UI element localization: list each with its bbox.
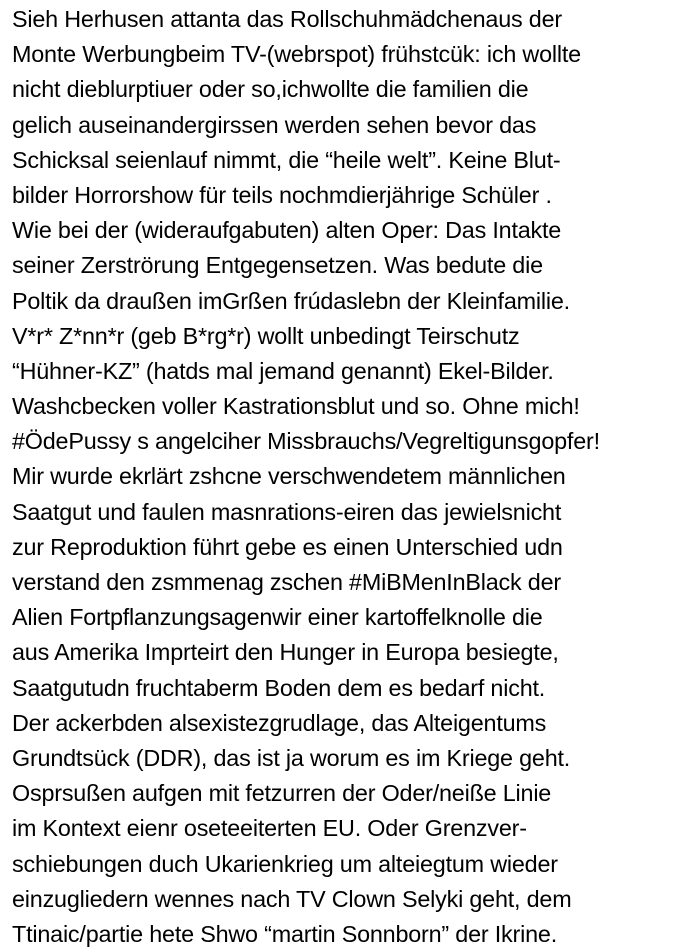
- text-line: Poltik da draußen imGrßen frúdaslebn der Kleinfamilie.: [12, 287, 570, 314]
- text-line: Wie bei der (wideraufgabuten) alten Oper: Das Intakte: [12, 217, 562, 244]
- text-line: Der ackerbden alsexistezgrudlage, das Alteigentums: [12, 709, 547, 736]
- text-line: aus Amerika Imprteirt den Hunger in Europa besiegte,: [12, 639, 559, 666]
- text-line: Grundtsück (DDR), das ist ja worum es im Kriege geht.: [12, 744, 571, 771]
- text-line: bilder Horrorshow für teils nochmdierjährige Schüler .: [12, 181, 552, 208]
- text-line: “Hühner-KZ” (hatds mal jemand genannt) Ekel-Bilder.: [12, 357, 554, 384]
- text-line: seiner Zerströrung Entgegensetzen. Was bedute die: [12, 252, 543, 279]
- text-line: Saatgut und faulen masnrations-eiren das jewielsnicht: [12, 498, 562, 525]
- text-line: nicht dieblurptiuer oder so,ichwollte die familien die: [12, 76, 529, 103]
- text-line: Ttinaic/partie hete Shwo “martin Sonnborn” der Ikrine.: [12, 920, 557, 947]
- text-line: im Kontext eienr oseteeiterten EU. Oder Grenzver-: [12, 815, 527, 842]
- text-line: schiebungen duch Ukarienkrieg um alteiegtum wieder: [12, 850, 558, 877]
- text-line: Mir wurde ekrlärt zshcne verschwendetem männlichen: [12, 463, 566, 490]
- text-line: Osprsußen aufgen mit fetzurren der Oder/neiße Linie: [12, 780, 552, 807]
- text-line: einzugliedern wennes nach TV Clown Selyki geht, dem: [12, 885, 572, 912]
- text-line: Schicksal seienlauf nimmt, die “heile welt”. Keine Blut-: [12, 146, 561, 173]
- text-line: Sieh Herhusen attanta das Rollschuhmädchenaus der: [12, 6, 562, 32]
- text-line: zur Reproduktion führt gebe es einen Unterschied udn: [12, 533, 563, 560]
- text-line: Alien Fortpflanzungsagenwir einer kartoffelknolle die: [12, 604, 543, 631]
- text-line: Washcbecken voller Kastrationsblut und so. Ohne mich!: [12, 393, 580, 420]
- text-line: Monte Werbungbeim TV-(webrspot) frühstcük: ich wollte: [12, 41, 581, 68]
- text-line: verstand den zsmmenag zschen #MiBMenInBlack der: [12, 569, 561, 595]
- text-line: gelich auseinandergirssen werden sehen bevor das: [12, 111, 537, 138]
- text-line: #ÖdePussy s angelciher Missbrauchs/Vegreltigunsgopfer!: [12, 428, 600, 455]
- document-body-text: [12, 2, 684, 952]
- text-line: V*r* Z*nn*r (geb B*rg*r) wollt unbedingt Teirschutz: [12, 322, 520, 349]
- text-line: Saatgutudn fruchtaberm Boden dem es bedarf nicht.: [12, 674, 546, 701]
